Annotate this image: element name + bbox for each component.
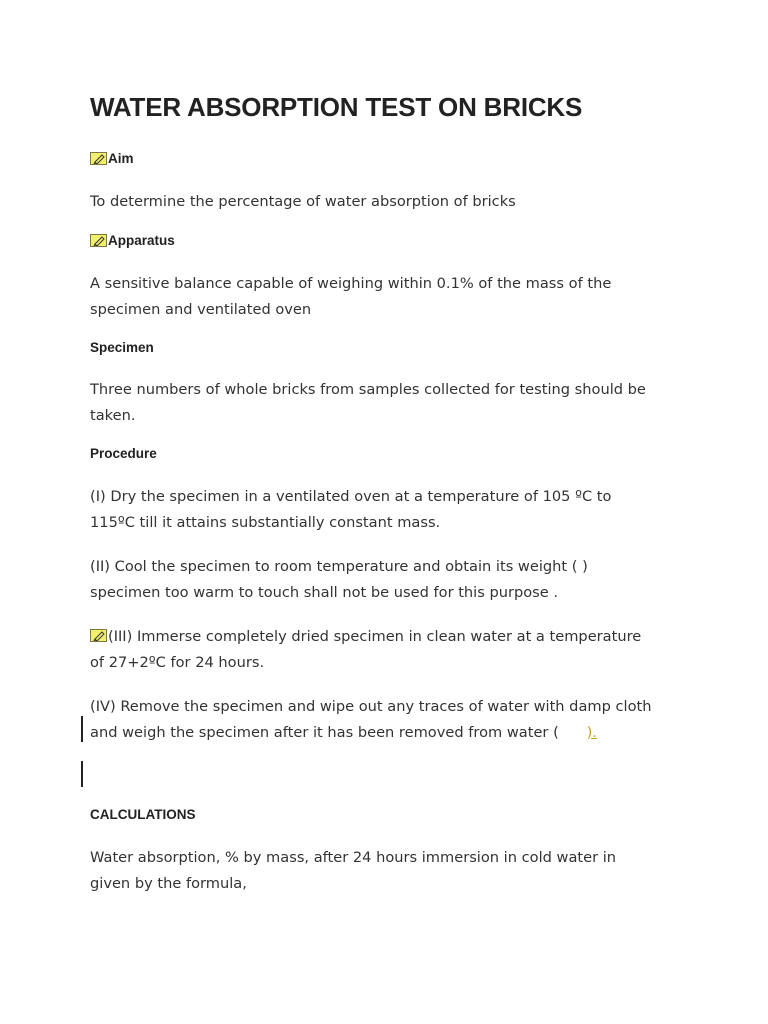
text-cursor	[81, 761, 83, 787]
step-line: (II) Cool the specimen to room temperature and obtain its weight ( )	[90, 558, 588, 575]
procedure-heading: Procedure	[90, 446, 157, 461]
step-line: (I) Dry the specimen in a ventilated oven at a temperature of 105 ºC to	[90, 488, 612, 505]
procedure-step-1	[90, 484, 690, 535]
specimen-text	[90, 377, 690, 428]
apparatus-text	[90, 271, 690, 322]
pencil-note-icon[interactable]	[90, 234, 107, 247]
text-cursor	[81, 716, 83, 742]
specimen-line: Three numbers of whole bricks from samples collected for testing should be	[90, 381, 646, 398]
apparatus-line: A sensitive balance capable of weighing within 0.1% of the mass of the	[90, 275, 612, 292]
aim-heading: Aim	[108, 151, 134, 166]
apparatus-heading-row	[90, 233, 175, 248]
specimen-heading: Specimen	[90, 340, 154, 355]
calc-line: given by the formula,	[90, 874, 247, 892]
step-line: specimen too warm to touch shall not be used for this purpose .	[90, 583, 559, 601]
step-text: (III) Immerse completely dried specimen in clean water at a temperature	[108, 628, 642, 645]
formula-link[interactable]: ).	[586, 723, 597, 741]
pencil-note-icon[interactable]	[90, 629, 107, 642]
step-line: (IV) Remove the specimen and wipe out any traces of water with damp cloth	[90, 698, 652, 715]
calculations-heading-row	[90, 807, 196, 822]
step-line: of 27+2ºC for 24 hours.	[90, 653, 265, 671]
aim-text-line: To determine the percentage of water absorption of bricks	[90, 193, 516, 210]
page-title: WATER ABSORPTION TEST ON BRICKS	[90, 92, 583, 122]
procedure-heading-row	[90, 446, 157, 461]
step-line: 115ºC till it attains substantially constant mass.	[90, 513, 441, 531]
procedure-step-4	[90, 694, 690, 745]
pencil-note-icon[interactable]	[90, 152, 107, 165]
apparatus-heading: Apparatus	[108, 233, 175, 248]
apparatus-line: specimen and ventilated oven	[90, 300, 312, 318]
procedure-step-2	[90, 554, 690, 605]
calculations-text	[90, 845, 690, 896]
step-text: and weigh the specimen after it has been removed from water (	[90, 723, 587, 741]
calc-line: Water absorption, % by mass, after 24 hours immersion in cold water in	[90, 849, 617, 866]
step-line	[90, 720, 690, 746]
aim-text	[90, 189, 690, 215]
specimen-line: taken.	[90, 406, 136, 424]
procedure-step-3	[90, 624, 690, 675]
aim-heading-row	[90, 151, 134, 166]
specimen-heading-row	[90, 340, 154, 355]
step-line-with-icon	[90, 624, 690, 650]
calculations-heading: CALCULATIONS	[90, 807, 196, 822]
